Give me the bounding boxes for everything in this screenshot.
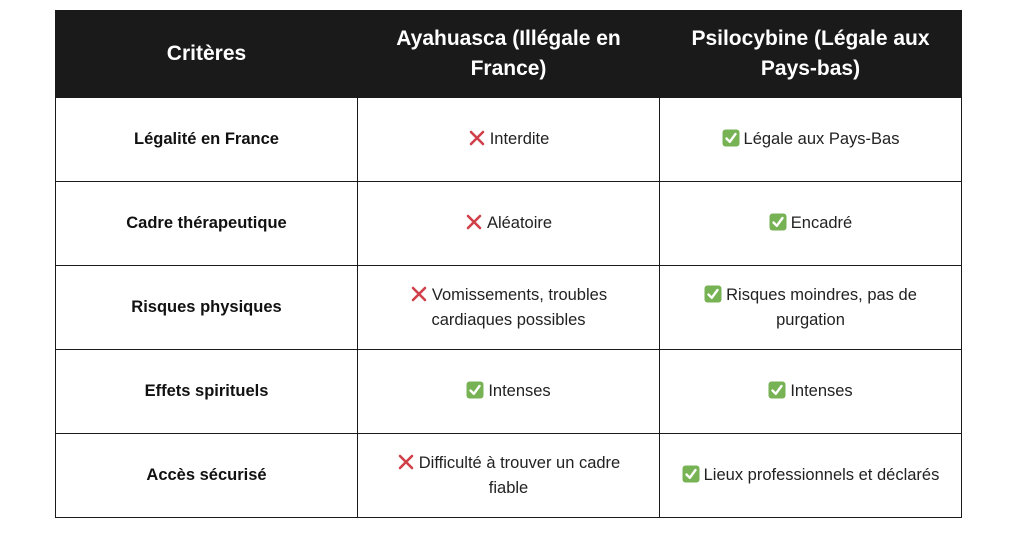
criterion-cell: Accès sécurisé <box>56 434 358 518</box>
check-icon <box>722 129 740 147</box>
ayahuasca-text: Difficulté à trouver un cadre fiable <box>418 453 621 497</box>
ayahuasca-cell <box>358 182 660 266</box>
ayahuasca-text: Aléatoire <box>486 214 553 232</box>
header-criteria: Critères <box>56 11 358 98</box>
ayahuasca-text: Intenses <box>488 382 551 400</box>
psilocybine-text: Risques moindres, pas de purgation <box>726 285 917 329</box>
cross-icon <box>410 285 428 303</box>
header-ayahuasca: Ayahuasca (Illégale en France) <box>358 11 660 98</box>
table-row <box>56 350 962 434</box>
header-row <box>56 11 962 98</box>
comparison-table <box>55 10 962 518</box>
criterion-cell: Effets spirituels <box>56 350 358 434</box>
criterion-cell: Risques physiques <box>56 266 358 350</box>
ayahuasca-cell <box>358 434 660 518</box>
cross-icon <box>465 213 483 231</box>
psilocybine-text: Encadré <box>790 214 853 232</box>
ayahuasca-cell <box>358 266 660 350</box>
ayahuasca-cell <box>358 98 660 182</box>
criterion-cell: Cadre thérapeutique <box>56 182 358 266</box>
psilocybine-text: Légale aux Pays-Bas <box>743 130 900 148</box>
psilocybine-cell <box>660 266 962 350</box>
table-row <box>56 434 962 518</box>
psilocybine-cell <box>660 182 962 266</box>
check-icon <box>466 381 484 399</box>
header-psilocybine: Psilocybine (Légale aux Pays-bas) <box>660 11 962 98</box>
cross-icon <box>397 453 415 471</box>
ayahuasca-cell <box>358 350 660 434</box>
check-icon <box>682 465 700 483</box>
check-icon <box>769 213 787 231</box>
check-icon <box>768 381 786 399</box>
psilocybine-text: Lieux professionnels et déclarés <box>703 466 940 484</box>
ayahuasca-text: Interdite <box>489 130 550 148</box>
check-icon <box>704 285 722 303</box>
criterion-cell: Légalité en France <box>56 98 358 182</box>
table-row <box>56 98 962 182</box>
table-row <box>56 266 962 350</box>
psilocybine-cell <box>660 98 962 182</box>
cross-icon <box>468 129 486 147</box>
psilocybine-cell <box>660 434 962 518</box>
psilocybine-text: Intenses <box>790 382 853 400</box>
ayahuasca-text: Vomissements, troubles cardiaques possibles <box>431 285 608 329</box>
table-row <box>56 182 962 266</box>
psilocybine-cell <box>660 350 962 434</box>
